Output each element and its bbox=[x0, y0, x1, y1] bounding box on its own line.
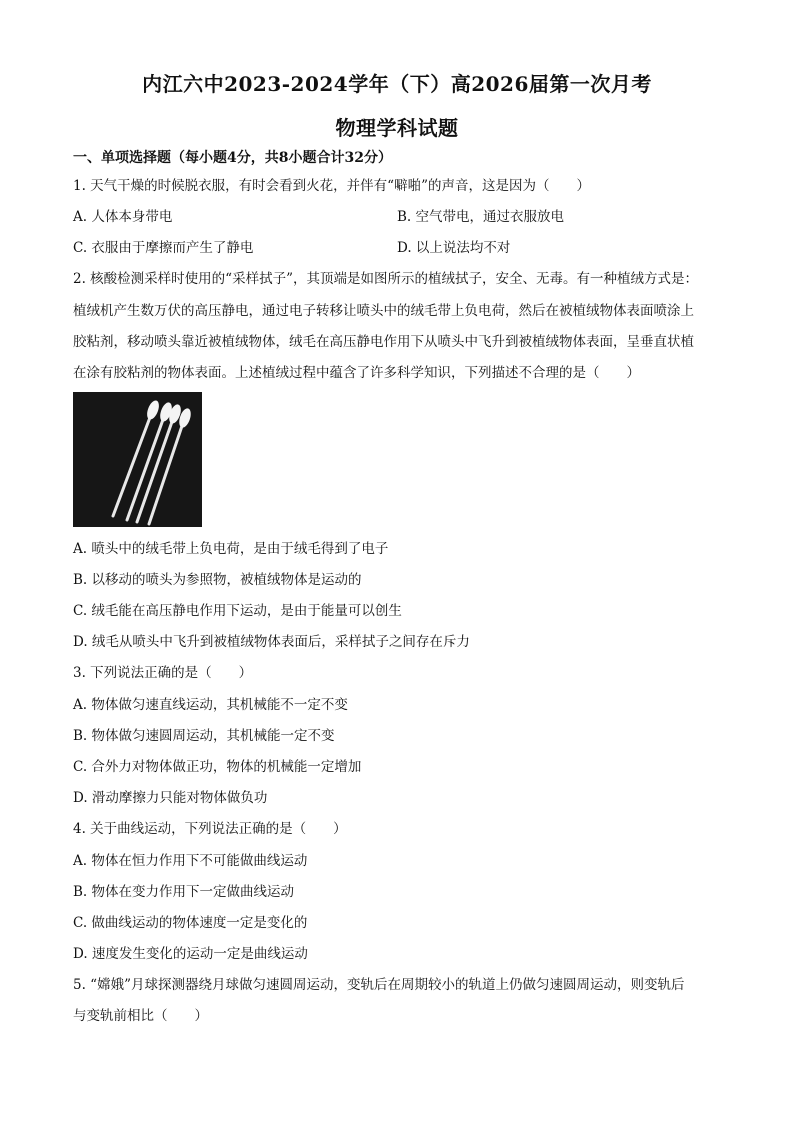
question-1-option-b: B. 空气带电，通过衣服放电 bbox=[397, 209, 565, 225]
question-2-option-b: B. 以移动的喷头为参照物，被植绒物体是运动的 bbox=[73, 572, 362, 588]
question-2-stem-line-1: 2. 核酸检测采样时使用的“采样拭子”，其顶端是如图所示的植绒拭子，安全、无毒。有一种植绒方式是： bbox=[73, 271, 698, 287]
exam-subtitle: 物理学科试题 bbox=[335, 116, 459, 140]
swab-illustration bbox=[73, 392, 202, 527]
question-4-option-b: B. 物体在变力作用下一定做曲线运动 bbox=[73, 884, 295, 900]
question-3-option-d: D. 滑动摩擦力只能对物体做负功 bbox=[73, 790, 268, 806]
question-3-option-c: C. 合外力对物体做正功，物体的机械能一定增加 bbox=[73, 759, 362, 775]
question-2-option-c: C. 绒毛能在高压静电作用下运动，是由于能量可以创生 bbox=[73, 603, 402, 619]
question-3-option-b: B. 物体做匀速圆周运动，其机械能一定不变 bbox=[73, 728, 335, 744]
question-3-option-a: A. 物体做匀速直线运动，其机械能不一定不变 bbox=[73, 697, 348, 713]
question-2-stem-line-3: 胶粘剂，移动喷头靠近被植绒物体，绒毛在高压静电作用下从喷头中飞升到被植绒物体表面，呈垂直状植 bbox=[73, 334, 694, 350]
exam-title: 内江六中2023-2024学年（下）高2026届第一次月考 bbox=[142, 72, 652, 96]
question-5-stem-line-2: 与变轨前相比（ ） bbox=[73, 1008, 208, 1024]
question-1-option-a: A. 人体本身带电 bbox=[73, 209, 173, 225]
question-1-stem: 1. 天气干燥的时候脱衣服，有时会看到火花，并伴有“噼啪”的声音，这是因为（ ） bbox=[73, 178, 590, 194]
question-2-stem-line-4: 在涂有胶粘剂的物体表面。上述植绒过程中蕴含了许多科学知识，下列描述不合理的是（ ） bbox=[73, 365, 640, 381]
question-2-option-d: D. 绒毛从喷头中飞升到被植绒物体表面后，采样拭子之间存在斥力 bbox=[73, 634, 470, 650]
question-2-option-a: A. 喷头中的绒毛带上负电荷，是由于绒毛得到了电子 bbox=[73, 541, 389, 557]
section-heading: 一、单项选择题（每小题4分，共8小题合计32分） bbox=[73, 150, 392, 166]
question-4-option-a: A. 物体在恒力作用下不可能做曲线运动 bbox=[73, 853, 308, 869]
question-5-stem-line-1: 5. “嫦娥”月球探测器绕月球做匀速圆周运动，变轨后在周期较小的轨道上仍做匀速圆周运动，则变轨后 bbox=[73, 977, 685, 993]
question-3-stem: 3. 下列说法正确的是（ ） bbox=[73, 665, 253, 681]
question-2-stem-line-2: 植绒机产生数万伏的高压静电，通过电子转移让喷头中的绒毛带上负电荷，然后在被植绒物体表面喷涂上 bbox=[73, 303, 694, 319]
question-1-option-c: C. 衣服由于摩擦而产生了静电 bbox=[73, 240, 254, 256]
question-1-option-d: D. 以上说法均不对 bbox=[397, 240, 511, 256]
question-4-stem: 4. 关于曲线运动，下列说法正确的是（ ） bbox=[73, 821, 347, 837]
question-4-option-d: D. 速度发生变化的运动一定是曲线运动 bbox=[73, 946, 308, 962]
swab-photo bbox=[73, 392, 202, 527]
question-4-option-c: C. 做曲线运动的物体速度一定是变化的 bbox=[73, 915, 308, 931]
